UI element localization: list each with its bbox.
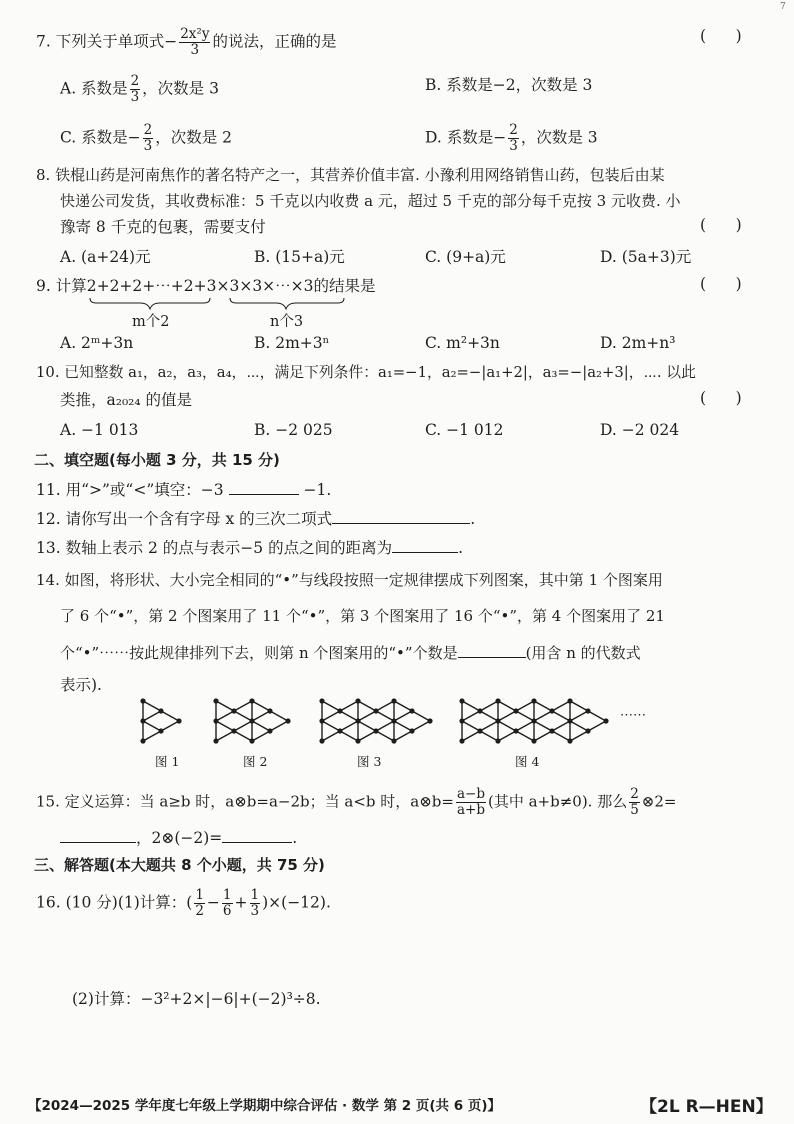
q14-figure-3-label: 图 3 — [357, 754, 382, 769]
q8-line-3: 豫寄 8 千克的包裹，需要支付 — [60, 218, 266, 236]
q14-ellipsis: ⋯⋯ — [620, 708, 646, 723]
q13: 13. 数轴上表示 2 的点与表示−5 的点之间的距离为 . — [36, 536, 463, 559]
q7-stem: 7. 下列关于单项式− $\frac{\text{2x²y}}{3}$ 的说法，正确的是 — [36, 26, 337, 58]
section-2-title: 二、填空题(每小题 3 分，共 15 分) — [34, 451, 280, 469]
q14-line-2: 了 6 个“•”，第 2 个图案用了 11 个“•”，第 3 个图案用了 16 个“•”，第 4 个图案用了 21 — [60, 607, 665, 625]
edge-mark: 7 — [780, 2, 786, 12]
q9-option-b: B. 2m+3ⁿ — [254, 334, 330, 352]
q9-answer-bracket: ( ) — [700, 275, 742, 293]
q7-option-d: D. 系数是− $\frac{2}{3}$ ，次数是 3 — [425, 122, 598, 154]
q13-answer-blank[interactable] — [392, 536, 458, 553]
page-footer: 【2024—2025 学年度七年级上学期期中综合评估 · 数学 第 2 页(共 6 页)】 — [28, 1098, 502, 1114]
q8-answer-bracket: ( ) — [700, 216, 742, 234]
q8-line-1: 8. 铁棍山药是河南焦作的著名特产之一，其营养价值丰富. 小豫利用网络销售山药，包装后由某 — [36, 166, 665, 184]
q14-figure-1-label: 图 1 — [155, 754, 180, 769]
q14-line-4: 表示). — [60, 676, 102, 694]
q15-answer-blank-2[interactable] — [222, 826, 292, 843]
q10-option-a: A. −1 013 — [60, 421, 139, 439]
q9-option-a: A. 2ᵐ+3n — [60, 334, 134, 352]
q15-answer-blank-1[interactable] — [60, 826, 136, 843]
q9-brace-label-n: n个3 — [270, 314, 304, 330]
q14-answer-blank[interactable] — [458, 641, 526, 658]
q8-option-b: B. (15+a)元 — [254, 248, 345, 266]
q16-part-2: (2)计算：−3²+2×|−6|+(−2)³÷8. — [72, 990, 321, 1008]
q14-figure-4-label: 图 4 — [515, 754, 540, 769]
q8-line-2: 快递公司发货，其收费标准：5 千克以内收费 a 元，超过 5 千克的部分每千克按 3 元收费. 小 — [60, 192, 681, 210]
q7-answer-bracket: ( ) — [700, 27, 742, 45]
q8-option-c: C. (9+a)元 — [425, 248, 506, 266]
q11: 11. 用“>”或“<”填空：−3 −1. — [36, 478, 331, 501]
q14-pattern-figures — [130, 696, 650, 750]
q7-option-c: C. 系数是− $\frac{2}{3}$ ，次数是 2 — [60, 122, 233, 154]
paper-code: 【2L R—HEN】 — [640, 1097, 773, 1117]
q10-option-c: C. −1 012 — [425, 421, 504, 439]
q12: 12. 请你写出一个含有字母 x 的三次二项式 . — [36, 507, 475, 530]
q9-product-expression: 3×3×3×⋯×3 — [206, 277, 314, 295]
q14-line-1: 14. 如图，将形状、大小完全相同的“•”与线段按照一定规律摆成下列图案，其中第 1 个图案用 — [36, 571, 663, 589]
q8-option-a: A. (a+24)元 — [60, 248, 151, 266]
q15-line-2: ，2⊗(−2)= . — [60, 826, 297, 849]
q10-option-d: D. −2 024 — [600, 421, 680, 439]
q10-line-1: 10. 已知整数 a₁，a₂，a₃，a₄，⋯，满足下列条件：a₁=−1，a₂=−|a₁+2|，a₃=−|a₂+3|，⋯. 以此 — [36, 364, 696, 381]
q9-option-d: D. 2m+n³ — [600, 334, 676, 352]
q9-stem: 9. 计算2+2+2+⋯+2+3×3×3×⋯×3的结果是 — [36, 277, 376, 295]
q14-line-3: 个“•”⋯⋯按此规律排列下去，则第 n 个图案用的“•”个数是 (用含 n 的代数式 — [60, 641, 641, 664]
q14-figure-2-label: 图 2 — [243, 754, 268, 769]
q8-option-d: D. (5a+3)元 — [600, 248, 692, 266]
q9-brace-label-m: m个2 — [132, 314, 170, 330]
q10-option-b: B. −2 025 — [254, 421, 333, 439]
q12-answer-blank[interactable] — [332, 507, 470, 524]
q9-underbraces — [88, 296, 358, 310]
q9-sum-expression: 2+2+2+⋯+2 — [86, 277, 194, 295]
q7-option-a: A. 系数是 $\frac{2}{3}$ ，次数是 3 — [60, 73, 219, 105]
q10-line-2: 类推，a₂₀₂₄ 的值是 — [60, 391, 193, 409]
q16-part-1: 16. (10 分)(1)计算：( $\frac{1}{2}$ − $\frac{1}{6}$ + $\frac{1}{3}$ )×(−12). — [36, 887, 331, 919]
q10-answer-bracket: ( ) — [700, 389, 742, 407]
q11-answer-blank[interactable] — [229, 478, 299, 495]
section-3-title: 三、解答题(本大题共 8 个小题，共 75 分) — [34, 856, 325, 874]
q7-option-b: B. 系数是−2，次数是 3 — [425, 76, 593, 94]
q9-option-c: C. m²+3n — [425, 334, 500, 352]
q7-monomial-fraction: $\frac{\text{2x²y}}{3}$ — [180, 26, 210, 58]
q15-line-1: 15. 定义运算：当 a≥b 时，a⊗b=a−2b；当 a<b 时，a⊗b= $\frac{a-b}{a+b}$ (其中 a+b≠0). 那么 $\frac{2}{5}$ ⊗2= — [36, 786, 677, 818]
